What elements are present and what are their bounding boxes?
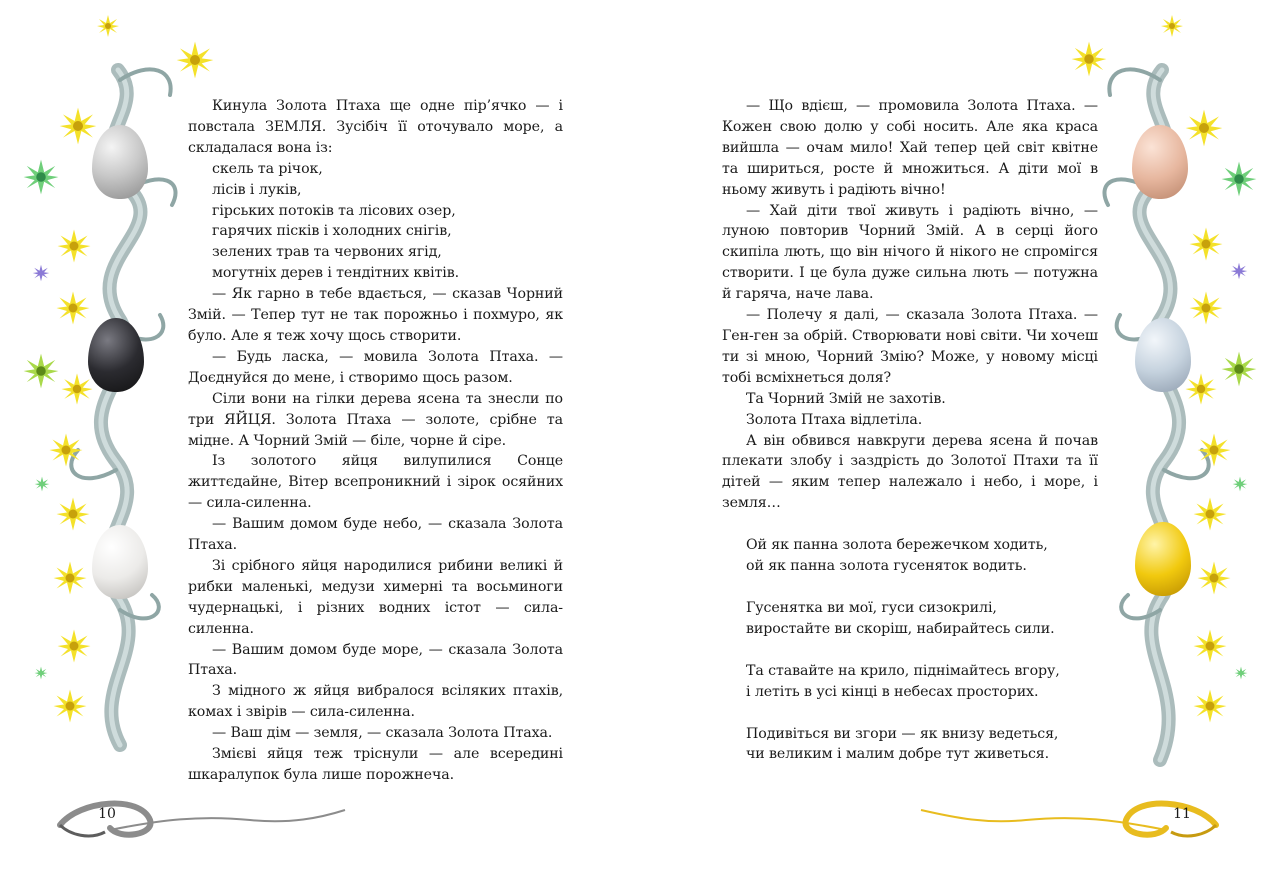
paragraph: — Що вдієш, — промовила Золота Птаха. — Кожен свою долю у собі носить. Але яка краса вийшла — очам мило! Хай тепер цей світ квітне та шириться, росте й множиться. А діти мої в ньому живуть і радіють вічно!	[722, 98, 1098, 198]
poem-line: виростайте ви скоріш, набирайтесь сили.	[746, 620, 1055, 637]
poem-stanza	[746, 724, 1098, 766]
star-flower-icon	[1188, 290, 1224, 326]
paragraph: — Як гарно в тебе вдається, — сказав Чорний Змій. — Тепер тут не так порожньо і похмуро, як було. Але я теж хочу щось створити.	[188, 286, 563, 344]
poem-stanza	[746, 535, 1098, 577]
star-flower-icon	[52, 560, 88, 596]
star-flower-icon	[1196, 432, 1232, 468]
green-flower-icon	[22, 158, 60, 196]
list-line: зелених трав та червоних ягід,	[212, 244, 442, 261]
star-flower-icon	[48, 432, 84, 468]
poem	[722, 535, 1098, 765]
green-flower-icon	[1232, 476, 1248, 492]
star-flower-icon	[58, 106, 98, 146]
paragraph: Кинула Золота Птаха ще одне пір’ячко — і повстала ЗЕМЛЯ. Зусібіч її оточувало море, а складалася вона із:	[188, 98, 563, 156]
star-flower-icon	[55, 290, 91, 326]
paragraph: — Хай діти твої живуть і радіють вічно, — луною повторив Чорний Змій. А в серці його скипіла лють, що він нічого й нікого не спромігся створити. І це була дуже сильна лють — потужна й гаряча, наче лава.	[722, 202, 1098, 303]
paragraph: Та Чорний Змій не захотів.	[746, 390, 946, 407]
green-flower-icon	[1220, 160, 1258, 198]
star-flower-icon	[1160, 14, 1184, 38]
paragraph: А він обвився навкруги дерева ясена й почав плекати злобу і заздрість до Золотої Птахи та її дітей — яким тепер належало і небо, і море, і земля…	[722, 432, 1098, 512]
star-flower-icon	[96, 14, 120, 38]
paragraph: Золота Птаха відлетіла.	[746, 411, 923, 428]
poem-stanza	[746, 661, 1098, 703]
right-page	[640, 0, 1280, 883]
paragraph: — Ваш дім — земля, — сказала Золота Птаха.	[212, 725, 553, 742]
paragraph: Зі срібного яйця народилися рибини великі й рибки маленькі, медузи химерні та восьминоги чудернацькі, і різних водних істот — сила-силенна.	[188, 557, 563, 637]
poem-line: ой як панна золота гусеняток водить.	[746, 558, 1027, 575]
paragraph: — Вашим домом буде море, — сказала Золота Птаха.	[188, 641, 563, 679]
star-flower-icon	[56, 228, 92, 264]
green-flower-icon	[34, 666, 48, 680]
star-flower-icon	[1188, 226, 1224, 262]
star-flower-icon	[1184, 372, 1218, 406]
vine-ornament-right	[1080, 0, 1280, 883]
violet-flower-icon	[32, 264, 50, 282]
star-flower-icon	[56, 628, 92, 664]
list-line: скель та річок,	[212, 160, 323, 177]
paragraph: Із золотого яйця вилупилися Сонце життєдайне, Вітер всепроникний і зірок осяйних — сила-силенна.	[188, 453, 563, 512]
star-flower-icon	[1070, 40, 1108, 78]
left-text-column	[188, 96, 563, 786]
page-number: 10	[98, 806, 116, 822]
star-flower-icon	[1192, 628, 1228, 664]
star-flower-icon	[1192, 688, 1228, 724]
star-flower-icon	[55, 496, 91, 532]
poem-line: чи великим і малим добре тут живеться.	[746, 746, 1050, 763]
paragraph: — Полечу я далі, — сказала Золота Птаха. — Ген-ген за обрій. Створювати нові світи. Чи хочеш ти зі мною, Чорний Змію? Може, у новому місці тобі всміхнеться доля?	[722, 307, 1099, 386]
paragraph: — Будь ласка, — мовила Золота Птаха. — Доєднуйся до мене, і створимо щось разом.	[188, 348, 563, 386]
poem-line: і летіть в усі кінці в небесах просторих.	[746, 683, 1039, 700]
vine-ornament-left	[0, 0, 200, 883]
list-line: лісів і луків,	[212, 181, 302, 198]
poem-stanza	[746, 598, 1098, 640]
list-line: гірських потоків та лісових озер,	[212, 202, 456, 219]
right-text-column	[722, 96, 1098, 786]
poem-line: Та ставайте на крило, піднімайтесь вгору,	[746, 662, 1060, 679]
star-flower-icon	[60, 372, 94, 406]
green-flower-icon	[1220, 350, 1258, 388]
paragraph: З мідного ж яйця вибралося всіляких птахів, комах і звірів — сила-силенна.	[188, 683, 563, 721]
violet-flower-icon	[1230, 262, 1248, 280]
paragraph: Змієві яйця теж тріснули — але всередині шкаралупок була лише порожнеча.	[188, 746, 563, 783]
star-flower-icon	[175, 40, 215, 80]
star-flower-icon	[1192, 496, 1228, 532]
paragraph: Сіли вони на гілки дерева ясена та знесли по три ЯЙЦЯ. Золота Птаха — золоте, срібне та мідне. А Чорний Змій — біле, чорне й сіре.	[188, 390, 563, 449]
poem-line: Гусенятка ви мої, гуси сизокрилі,	[746, 599, 997, 616]
green-flower-icon	[22, 352, 60, 390]
list-line: гарячих пісків і холодних снігів,	[212, 223, 452, 240]
green-flower-icon	[34, 476, 50, 492]
star-flower-icon	[52, 688, 88, 724]
paragraph: — Вашим домом буде небо, — сказала Золота Птаха.	[188, 516, 563, 554]
poem-line: Подивіться ви згори — як внизу ведеться,	[746, 725, 1059, 742]
list-line: могутніх дерев і тендітних квітів.	[212, 265, 459, 282]
star-flower-icon	[1196, 560, 1232, 596]
poem-line: Ой як панна золота бережечком ходить,	[746, 537, 1048, 554]
green-flower-icon	[1234, 666, 1248, 680]
page-number: 11	[1173, 806, 1191, 822]
star-flower-icon	[1184, 108, 1224, 148]
